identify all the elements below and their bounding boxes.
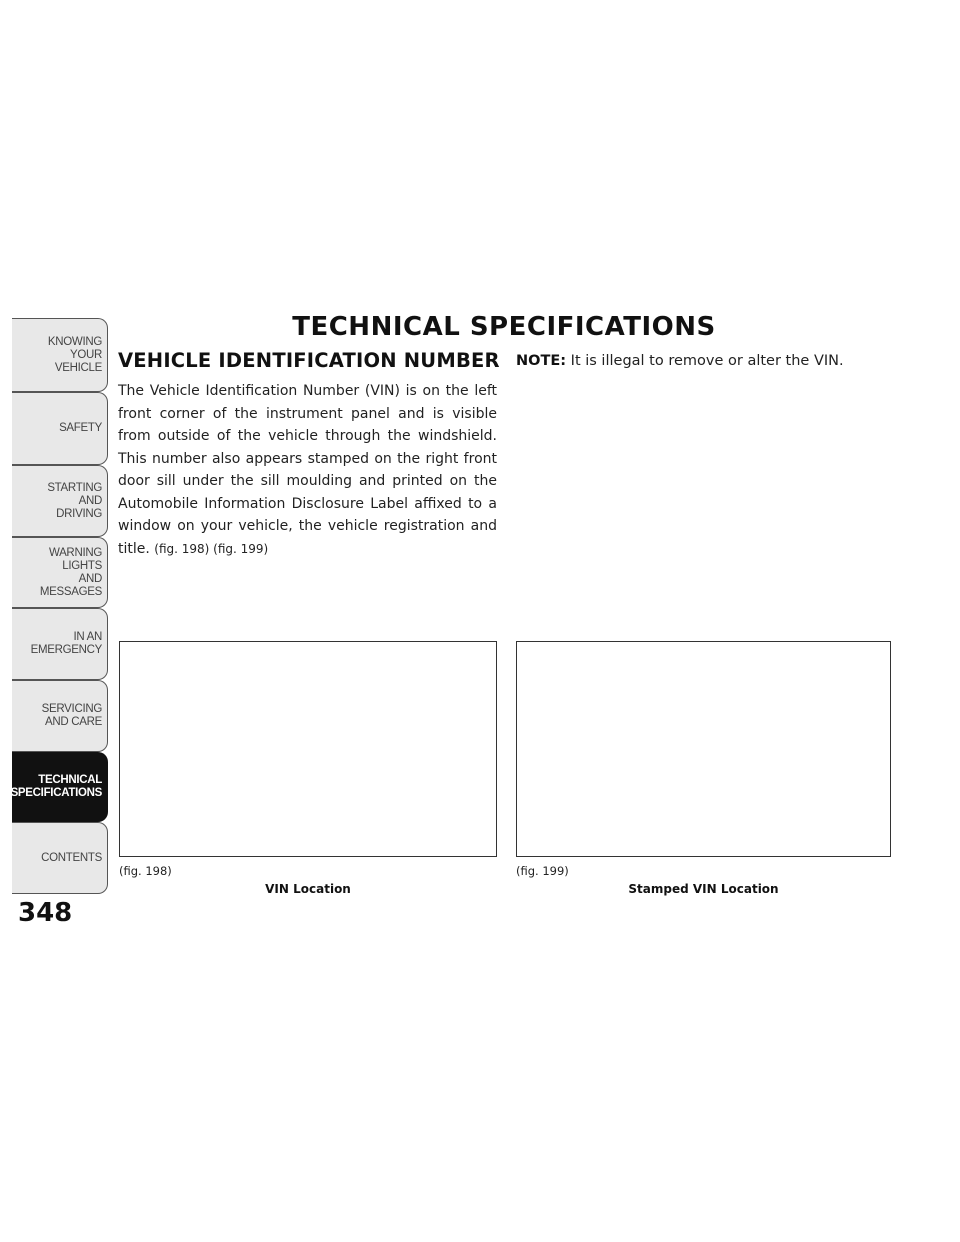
tab-label-line: DRIVING (56, 507, 102, 520)
tab-label-line: MESSAGES (39, 585, 102, 598)
page-title: TECHNICAL SPECIFICATIONS (292, 312, 716, 342)
tab-starting-and-driving[interactable] (12, 465, 108, 537)
figure-198-caption: VIN Location (265, 882, 351, 896)
tab-contents[interactable] (12, 822, 108, 894)
tab-label-line: KNOWING (47, 335, 102, 348)
tab-knowing-your-vehicle[interactable] (12, 318, 108, 392)
section-heading: VEHICLE IDENTIFICATION NUMBER (118, 349, 500, 372)
tab-label-line: IN AN (73, 631, 102, 643)
tab-label-line: VEHICLE (54, 361, 102, 374)
tab-label-line: SPECIFICATIONS (10, 787, 102, 799)
body-text: The Vehicle Identification Number (VIN) is on the left front corner of the instrument panel and is visible from outside of the vehicle through the windshield. This number also appears stamped on the right front door sill under the sill moulding and printed on the Automobile Information Disclosure Label affixed to a window on your vehicle, the vehicle registration and title. (118, 383, 497, 557)
figure-198-image (119, 641, 497, 857)
tab-label-line: AND CARE (44, 716, 102, 728)
tab-label-line: LIGHTS (62, 559, 102, 572)
tab-in-an-emergency[interactable] (12, 608, 108, 680)
figure-reference[interactable]: (fig. 198) (fig. 199) (154, 541, 269, 556)
figure-198-number: (fig. 198) (119, 864, 172, 878)
tab-safety[interactable] (12, 392, 108, 465)
page-number: 348 (18, 898, 73, 928)
note (516, 350, 890, 372)
figure-199-number: (fig. 199) (516, 864, 569, 878)
tab-label-line: SAFETY (59, 422, 102, 434)
section-body (118, 380, 497, 560)
note-label: NOTE: (516, 353, 567, 369)
tab-technical-specifications[interactable] (12, 752, 108, 822)
note-section (516, 350, 890, 372)
figure-199-caption: Stamped VIN Location (628, 882, 779, 896)
tab-warning-lights-and-messages[interactable] (12, 537, 108, 608)
tab-label-line: TECHNICAL (38, 774, 102, 786)
tab-label-line: YOUR (69, 348, 102, 361)
vin-section (118, 348, 500, 560)
tab-label-line: AND (78, 494, 102, 507)
figure-199-image (516, 641, 891, 857)
note-text: It is illegal to remove or alter the VIN. (570, 353, 844, 369)
tab-label-line: STARTING (47, 481, 102, 494)
tab-label-line: SERVICING (41, 703, 102, 715)
tab-label-line: WARNING (48, 546, 102, 559)
tab-label-line: EMERGENCY (30, 644, 102, 656)
tab-label-line: AND (78, 572, 102, 585)
tab-servicing-and-care[interactable] (12, 680, 108, 752)
tab-label-line: CONTENTS (41, 851, 102, 864)
